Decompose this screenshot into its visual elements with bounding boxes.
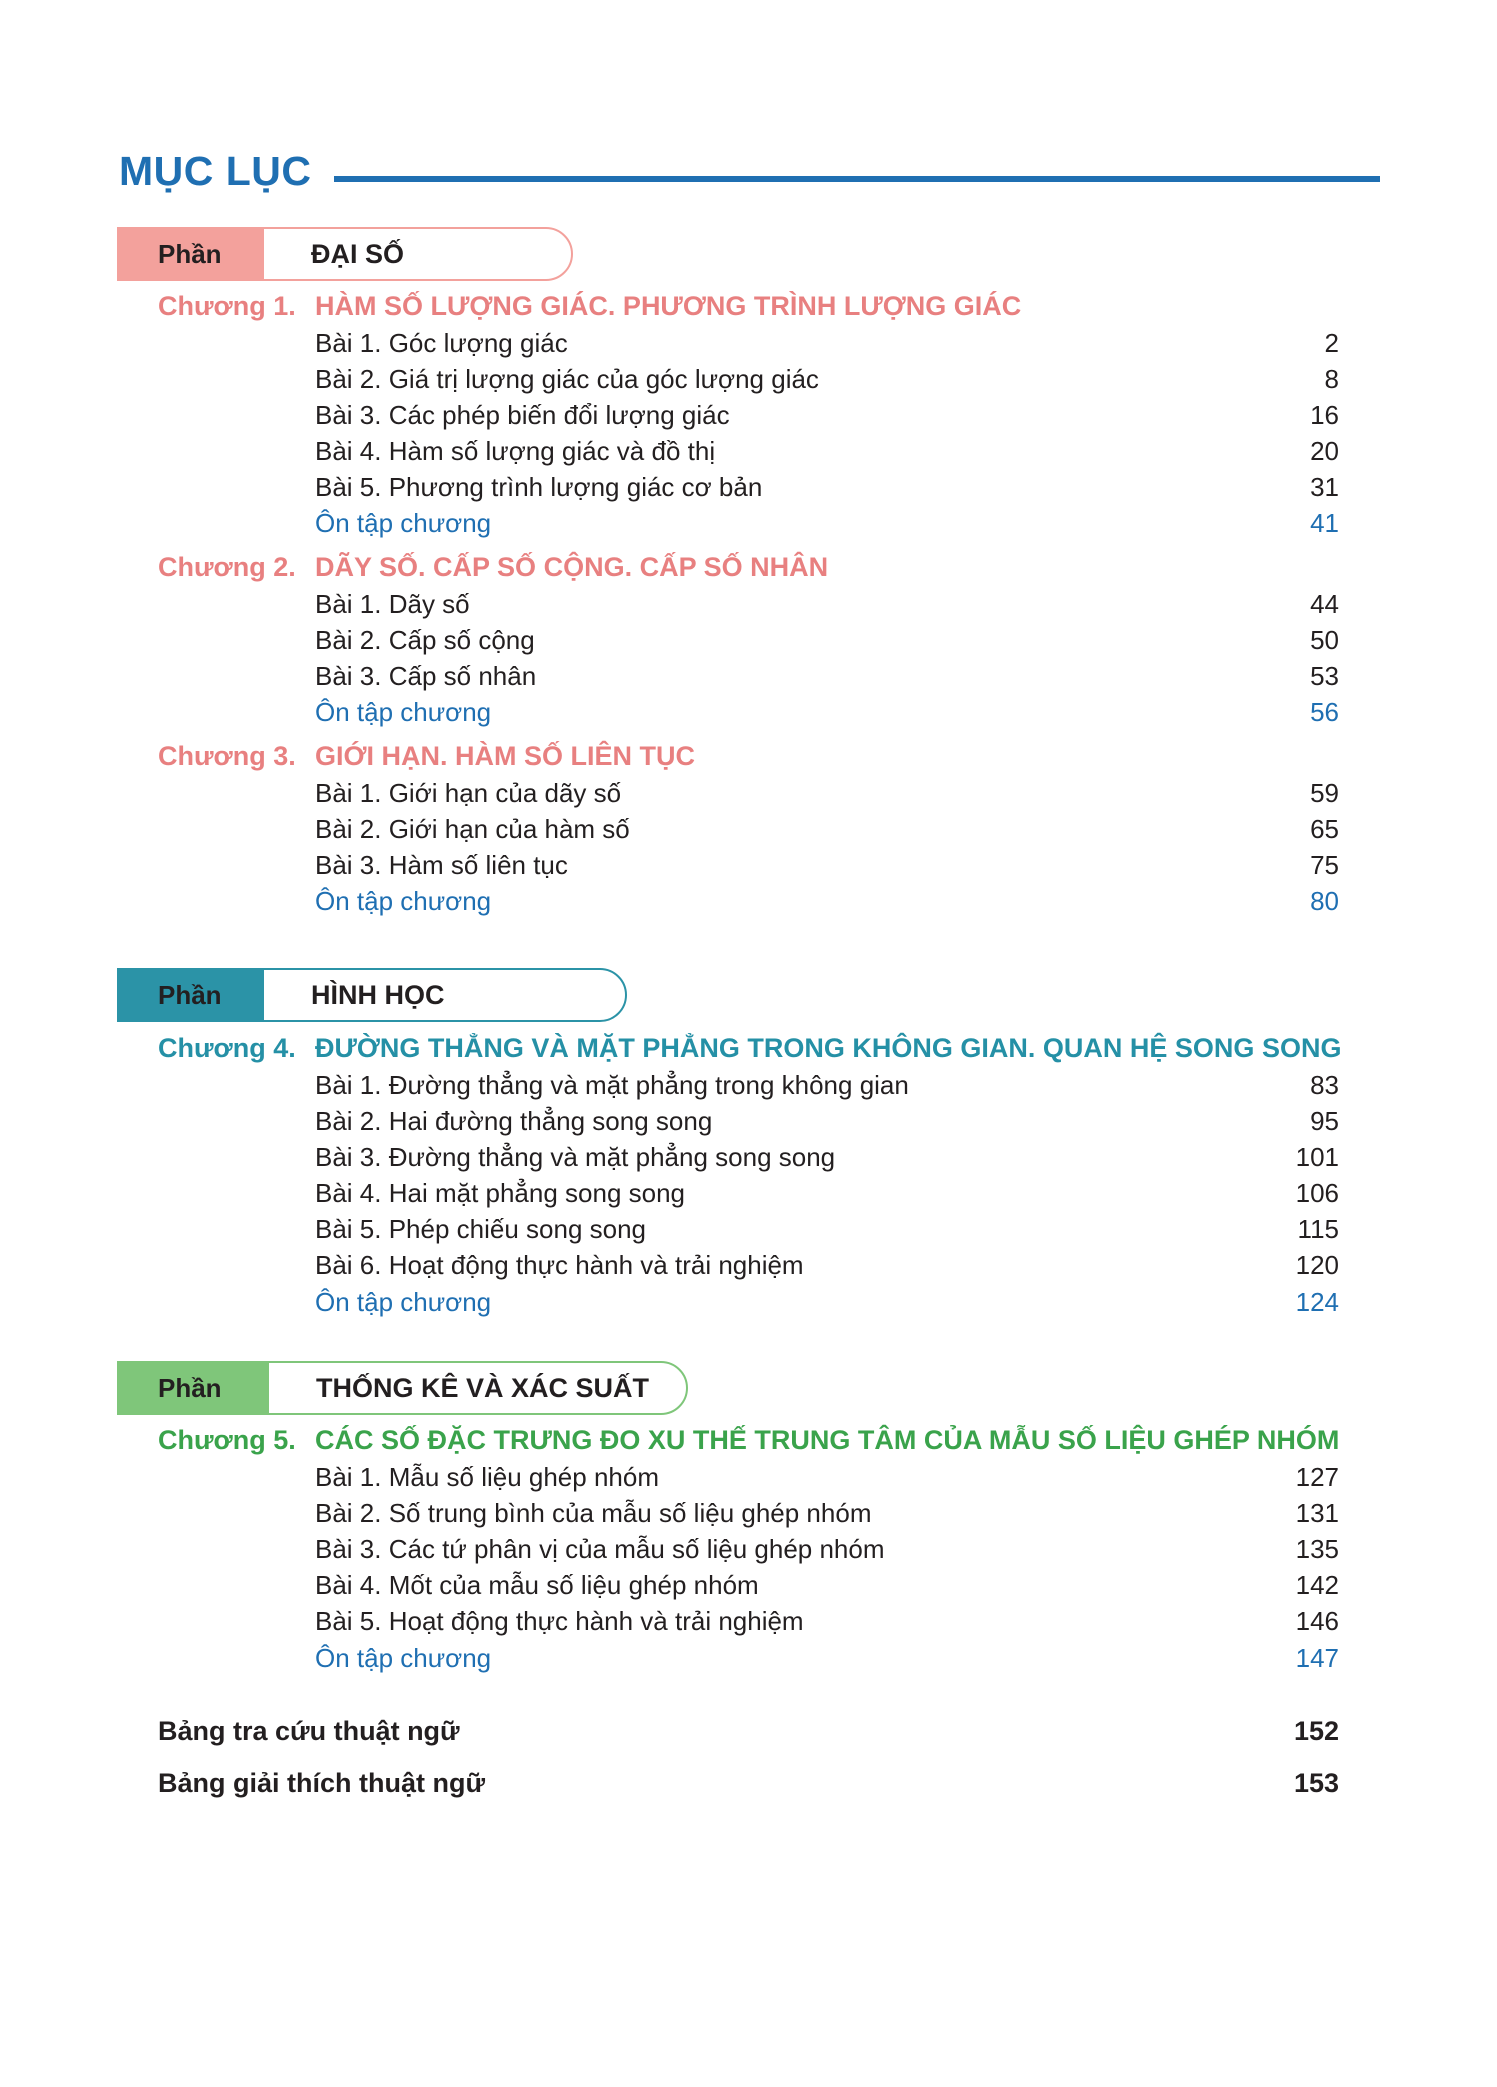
lesson-row[interactable] (315, 1250, 1339, 1281)
review-page: 56 (1310, 697, 1339, 727)
part-name: ĐẠI SỐ (262, 227, 573, 281)
chapter-1-heading[interactable] (158, 291, 1021, 322)
review-page: 41 (1310, 508, 1339, 538)
lesson-row[interactable] (315, 1462, 1339, 1493)
appendix-page: 152 (1293, 1716, 1339, 1746)
chapter-title: HÀM SỐ LƯỢNG GIÁC. PHƯƠNG TRÌNH LƯỢNG GIÁC (315, 291, 1022, 321)
lesson-page: 53 (1310, 661, 1339, 691)
lesson-page: 20 (1310, 436, 1339, 466)
review-label: Ôn tập chương (315, 508, 492, 538)
lesson-label: Bài 3. Đường thẳng và mặt phẳng song song (315, 1142, 836, 1172)
lesson-page: 146 (1295, 1606, 1339, 1636)
lesson-label: Bài 2. Số trung bình của mẫu số liệu ghép nhóm (315, 1498, 872, 1528)
lesson-page: 142 (1295, 1570, 1339, 1600)
review-row[interactable] (315, 1287, 1339, 1318)
title-rule (334, 176, 1380, 182)
lesson-row[interactable] (315, 364, 1339, 395)
lesson-label: Bài 5. Phương trình lượng giác cơ bản (315, 472, 763, 502)
page-title: MỤC LỤC (119, 148, 312, 194)
review-page: 147 (1295, 1643, 1339, 1673)
lesson-label: Bài 3. Cấp số nhân (315, 661, 537, 691)
lesson-row[interactable] (315, 850, 1339, 881)
lesson-row[interactable] (315, 328, 1339, 359)
lesson-label: Bài 5. Phép chiếu song song (315, 1214, 647, 1244)
part-name: HÌNH HỌC (262, 968, 627, 1022)
chapter-4-heading[interactable] (158, 1033, 1341, 1064)
chapter-title: DÃY SỐ. CẤP SỐ CỘNG. CẤP SỐ NHÂN (315, 552, 829, 582)
lesson-row[interactable] (315, 472, 1339, 503)
lesson-page: 16 (1310, 400, 1339, 430)
lesson-row[interactable] (315, 589, 1339, 620)
review-row[interactable] (315, 886, 1339, 917)
chapter-2-heading[interactable] (158, 552, 828, 583)
lesson-page: 59 (1310, 778, 1339, 808)
lesson-row[interactable] (315, 1570, 1339, 1601)
lesson-row[interactable] (315, 1178, 1339, 1209)
lesson-row[interactable] (315, 625, 1339, 656)
appendix-page: 153 (1293, 1768, 1339, 1798)
appendix-label: Bảng giải thích thuật ngữ (158, 1768, 486, 1798)
lesson-label: Bài 2. Giới hạn của hàm số (315, 814, 630, 844)
lesson-label: Bài 2. Cấp số cộng (315, 625, 535, 655)
lesson-page: 44 (1310, 589, 1339, 619)
lesson-page: 131 (1295, 1498, 1339, 1528)
review-page: 80 (1310, 886, 1339, 916)
part-tab: Phần (117, 227, 269, 281)
chapter-title: ĐƯỜNG THẲNG VÀ MẶT PHẲNG TRONG KHÔNG GIAN. QUAN HỆ SONG SONG (315, 1033, 1342, 1063)
lesson-page: 83 (1310, 1070, 1339, 1100)
review-label: Ôn tập chương (315, 697, 492, 727)
lesson-label: Bài 5. Hoạt động thực hành và trải nghiệm (315, 1606, 804, 1636)
review-label: Ôn tập chương (315, 1643, 492, 1673)
lesson-row[interactable] (315, 1070, 1339, 1101)
lesson-page: 95 (1310, 1106, 1339, 1136)
part-tab: Phần (117, 1361, 269, 1415)
chapter-number: Chương 2. (158, 552, 296, 582)
lesson-row[interactable] (315, 1498, 1339, 1529)
part-tab: Phần (117, 968, 269, 1022)
lesson-row[interactable] (315, 1214, 1339, 1245)
appendix-glossary-explanation[interactable] (158, 1768, 1339, 1799)
lesson-row[interactable] (315, 400, 1339, 431)
lesson-row[interactable] (315, 1106, 1339, 1137)
lesson-page: 2 (1324, 328, 1339, 358)
chapter-number: Chương 3. (158, 741, 296, 771)
lesson-label: Bài 3. Các phép biến đổi lượng giác (315, 400, 730, 430)
review-row[interactable] (315, 508, 1339, 539)
chapter-title: CÁC SỐ ĐẶC TRƯNG ĐO XU THẾ TRUNG TÂM CỦA MẪU SỐ LIỆU GHÉP NHÓM (315, 1425, 1340, 1455)
lesson-label: Bài 4. Mốt của mẫu số liệu ghép nhóm (315, 1570, 759, 1600)
chapter-3-heading[interactable] (158, 741, 695, 772)
chapter-number: Chương 5. (158, 1425, 296, 1455)
lesson-row[interactable] (315, 1534, 1339, 1565)
lesson-page: 135 (1295, 1534, 1339, 1564)
review-label: Ôn tập chương (315, 886, 492, 916)
lesson-label: Bài 1. Dãy số (315, 589, 470, 619)
lesson-label: Bài 4. Hàm số lượng giác và đồ thị (315, 436, 716, 466)
lesson-label: Bài 2. Hai đường thẳng song song (315, 1106, 713, 1136)
lesson-row[interactable] (315, 1142, 1339, 1173)
lesson-row[interactable] (315, 778, 1339, 809)
lesson-label: Bài 1. Mẫu số liệu ghép nhóm (315, 1462, 659, 1492)
lesson-page: 106 (1295, 1178, 1339, 1208)
lesson-page: 115 (1297, 1214, 1339, 1244)
chapter-number: Chương 4. (158, 1033, 296, 1063)
lesson-label: Bài 1. Góc lượng giác (315, 328, 568, 358)
lesson-row[interactable] (315, 1606, 1339, 1637)
lesson-label: Bài 2. Giá trị lượng giác của góc lượng giác (315, 364, 819, 394)
review-row[interactable] (315, 697, 1339, 728)
review-label: Ôn tập chương (315, 1287, 492, 1317)
lesson-label: Bài 3. Các tứ phân vị của mẫu số liệu ghép nhóm (315, 1534, 885, 1564)
lesson-label: Bài 6. Hoạt động thực hành và trải nghiệm (315, 1250, 804, 1280)
chapter-title: GIỚI HẠN. HÀM SỐ LIÊN TỤC (315, 741, 696, 771)
review-page: 124 (1295, 1287, 1339, 1317)
lesson-row[interactable] (315, 814, 1339, 845)
lesson-page: 31 (1310, 472, 1339, 502)
lesson-page: 75 (1310, 850, 1339, 880)
lesson-label: Bài 1. Giới hạn của dãy số (315, 778, 622, 808)
appendix-glossary-lookup[interactable] (158, 1716, 1339, 1747)
lesson-page: 65 (1310, 814, 1339, 844)
appendix-label: Bảng tra cứu thuật ngữ (158, 1716, 460, 1746)
lesson-label: Bài 3. Hàm số liên tục (315, 850, 568, 880)
chapter-number: Chương 1. (158, 291, 296, 321)
lesson-page: 50 (1310, 625, 1339, 655)
part-name: THỐNG KÊ VÀ XÁC SUẤT (267, 1361, 688, 1415)
review-row[interactable] (315, 1643, 1339, 1674)
lesson-row[interactable] (315, 661, 1339, 692)
lesson-page: 127 (1295, 1462, 1339, 1492)
lesson-label: Bài 1. Đường thẳng và mặt phẳng trong không gian (315, 1070, 909, 1100)
lesson-page: 101 (1295, 1142, 1339, 1172)
chapter-5-heading[interactable] (158, 1425, 1339, 1456)
lesson-page: 8 (1324, 364, 1339, 394)
lesson-page: 120 (1295, 1250, 1339, 1280)
lesson-row[interactable] (315, 436, 1339, 467)
lesson-label: Bài 4. Hai mặt phẳng song song (315, 1178, 686, 1208)
